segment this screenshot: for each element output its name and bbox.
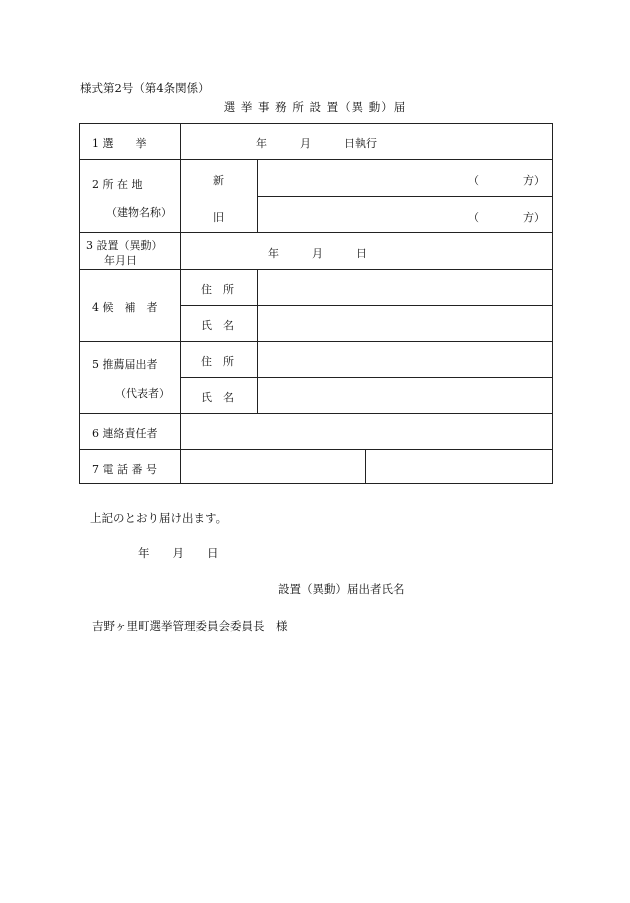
- row-divider: [257, 196, 552, 197]
- representative-address-label: 住 所: [201, 355, 234, 368]
- row-divider: [180, 305, 552, 306]
- candidate-name-label: 氏 名: [201, 319, 234, 332]
- form-table: [79, 123, 553, 484]
- row-divider: [80, 413, 552, 414]
- row-divider: [180, 377, 552, 378]
- candidate-name-field[interactable]: [266, 317, 546, 337]
- row-divider: [80, 232, 552, 233]
- row-divider: [80, 341, 552, 342]
- new-location-field[interactable]: （ 方）: [468, 174, 545, 187]
- row2-sublabel: （建物名称）: [106, 206, 172, 219]
- phone-number-field-2[interactable]: [371, 456, 546, 478]
- row5-label: 5 推薦届出者: [92, 358, 158, 371]
- old-location-field[interactable]: （ 方）: [468, 211, 545, 224]
- setup-date-field[interactable]: 年 月 日: [268, 247, 367, 260]
- row3-label-line2: 年月日: [104, 254, 137, 267]
- candidate-address-label: 住 所: [201, 283, 234, 296]
- column-divider: [365, 449, 366, 483]
- column-divider: [257, 269, 258, 413]
- row-divider: [80, 449, 552, 450]
- form-title: 選 挙 事 務 所 設 置（異 動）届: [223, 100, 407, 114]
- submission-date: 年 月 日: [138, 546, 219, 560]
- contact-person-field[interactable]: [186, 421, 546, 443]
- representative-name-field[interactable]: [266, 389, 546, 409]
- notice-text: 上記のとおり届け出ます。: [90, 511, 228, 525]
- representative-address-field[interactable]: [266, 353, 546, 373]
- new-location-label: 新: [213, 174, 224, 187]
- column-divider: [257, 159, 258, 232]
- addressee: 吉野ヶ里町選挙管理委員会委員長 様: [92, 619, 288, 633]
- row1-label: 1 選 挙: [92, 137, 147, 150]
- row4-label: 4 候 補 者: [92, 301, 158, 314]
- form-number: 様式第2号（第4条関係）: [80, 81, 210, 95]
- row7-label: 7 電 話 番 号: [92, 463, 157, 476]
- row3-label: 3 設置（異動）: [86, 239, 163, 252]
- row6-label: 6 連絡責任者: [92, 427, 158, 440]
- applicant-name-label: 設置（異動）届出者氏名: [278, 582, 405, 596]
- election-date-field[interactable]: 年 月 日執行: [256, 137, 377, 150]
- phone-number-field[interactable]: [186, 456, 361, 478]
- row-divider: [80, 269, 552, 270]
- representative-name-label: 氏 名: [201, 391, 234, 404]
- row2-label: 2 所 在 地: [92, 178, 143, 191]
- candidate-address-field[interactable]: [266, 281, 546, 301]
- column-divider: [180, 124, 181, 483]
- row-divider: [80, 159, 552, 160]
- old-location-label: 旧: [213, 211, 224, 224]
- row5-sublabel: （代表者）: [115, 387, 170, 400]
